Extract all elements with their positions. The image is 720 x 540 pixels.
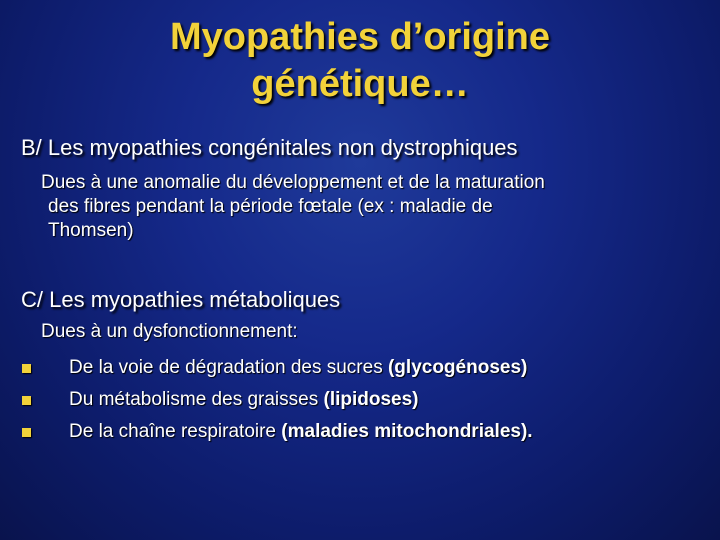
section-b-text-line: Dues à une anomalie du développement et de la maturation (41, 172, 545, 193)
section-b-heading: B/ Les myopathies congénitales non dystrophiques (21, 135, 518, 160)
bullet-plain-text: Du métabolisme des graisses (69, 389, 324, 410)
square-bullet-icon (22, 364, 31, 373)
bullet-text (69, 416, 533, 447)
bullet-plain-text: De la chaîne respiratoire (69, 421, 282, 442)
section-b-text-line: Thomsen) (48, 220, 134, 241)
section-b-text-line: des fibres pendant la période fœtale (ex : maladie de (48, 196, 493, 217)
bullet-text (69, 352, 527, 383)
bullet-text (69, 384, 419, 415)
square-bullet-icon (22, 428, 31, 437)
square-bullet-icon (22, 396, 31, 405)
bullet-emphasis-text: (glycogénoses) (387, 357, 528, 378)
section-c-intro (41, 320, 298, 344)
title-line-2: génétique… (251, 63, 469, 105)
bullet-emphasis-text: (maladies mitochondriales). (281, 421, 533, 442)
section-c-heading: C/ Les myopathies métaboliques (21, 287, 341, 312)
slide-title (0, 14, 720, 108)
title-line-1: Myopathies d’origine (169, 16, 551, 58)
section-c-intro-text: Dues à un dysfonctionnement: (41, 321, 298, 342)
bullet-plain-text: De la voie de dégradation des sucres (69, 357, 388, 378)
bullet-emphasis-text: (lipidoses) (323, 389, 419, 410)
section-b-description (41, 171, 545, 243)
